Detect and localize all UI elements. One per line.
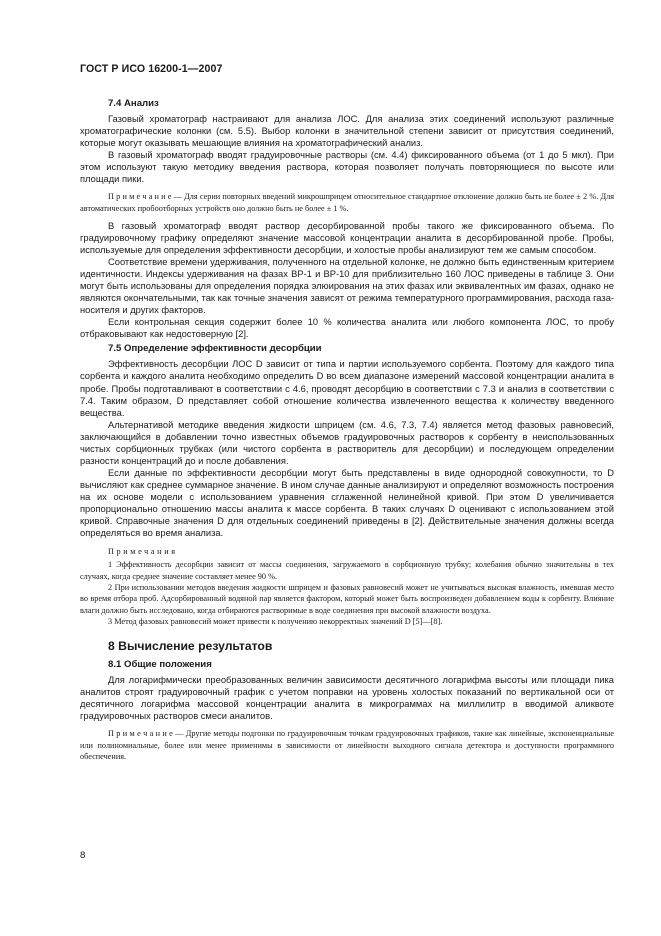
paragraph: Соответствие времени удерживания, полученного на отдельной колонке, не должно быть единственным критерием идентичности. Индексы удерживания на фазах BP-1 и BP-10 для приблизительно 160 ЛОС приведены в таблице 3. Они могут быть использованы для определения порядка элюирования на этих фазах или эквивалентных им фазах, однако не являются окончательными, так как точные значения зависят от режима температурного программирования, расхода газа-носителя и других факторов.	[80, 257, 614, 316]
section-7-4-heading: 7.4 Анализ	[108, 98, 159, 109]
paragraph: Если контрольная секция содержит более 10 % количества аналита или любого компонента ЛОС, то пробу отбраковывают как недостоверную [2].	[80, 317, 614, 340]
paragraph: В газовый хроматограф вводят раствор десорбированной пробы такого же фиксированного объема. По градуировочному графику определяют значение массовой концентрации аналита в десорбированной пробе. Пробы, используемые для определения эффективности десорбции, и холостые пробы анализируют тем же самым способом.	[80, 220, 614, 256]
note-item: 2 При использовании методов введения жидкости шприцем и фазовых равновесий может не учитываться высокая влажность, имевшая место во время отбора проб. Адсорбированный водяной пар является фактором, который может быть воспроизведен добавлением воды к сорбенту. Влияние влаги должно быть исследовано, когда отбираются растворимые в воде соединения при высокой влажности воздуха.	[80, 583, 614, 615]
notes-heading: Примечания	[108, 547, 178, 557]
note-label: П р и м е ч а н и е —	[108, 192, 182, 202]
section-7-5-heading: 7.5 Определение эффективности десорбции	[108, 343, 322, 355]
paragraph: Для логарифмически преобразованных величин зависимости десятичного логарифма высоты или площади пика аналитов строят градуировочный график с учетом поправки на уровень холостых показаний по вертикальной оси от десятичного логарифма массовой концентрации аналита в микрограммах на миллилитр в вводимой аликвоте градуировочных растворов смеси аналитов.	[80, 675, 614, 722]
note-item: 1 Эффективность десорбции зависит от массы соединения, загружаемого в сорбционную трубку; колебания обычно значительны в тех случаях, когда среднее значение составляет менее 90 %.	[80, 560, 614, 581]
paragraph: Эффективность десорбции ЛОС D зависит от типа и партии используемого сорбента. Поэтому для каждого типа сорбента и каждого аналита необходимо определить D во всем диапазоне измерений массовой концентрации аналита в пробе. Пробы подготавливают в соответствии с 4.6, проводят десорбцию в соответствии с 7.3 и анализ в соответствии с 7.4. Таким образом, D представляет собой отношение количества извлеченного вещества к количеству введенного вещества.	[80, 359, 614, 418]
note	[80, 728, 614, 762]
note-item: 3 Метод фазовых равновесий может привести к получению некорректных значений D [5]—[8].	[108, 616, 443, 626]
paragraph: Если данные по эффективности десорбции могут быть представлены в виде однородной совокупности, то D вычисляют как среднее суммарное значение. В ином случае данные анализируют и определяют возможность построения на их основе модели с использованием уравнения сглаженной нелинейной кривой. При этом D увеличивается пропорционально отношению массы аналита к массе сорбента. В таких случаях D оценивают с использованием этой кривой. Справочные значения D для отдельных соединений приведены в [2]. Действительные значения должны всегда определяться во время анализа.	[80, 467, 614, 539]
section-8-1-heading: 8.1 Общие положения	[108, 659, 212, 671]
paragraph: Газовый хроматограф настраивают для анализа ЛОС. Для анализа этих соединений используют различные хроматографические колонки (см. 5.5). Выбор колонки в значительной степени зависит от присутствия соединений, которые могут оказывать мешающие влияния на хроматографический анализ.	[80, 114, 614, 149]
note	[80, 191, 614, 214]
paragraph: В газовый хроматограф вводят градуировочные растворы (см. 4.4) фиксированного объема (от 1 до 5 мкл). При этом используют такую методику введения раствора, которая позволяет получать повторяющиеся по высоте или площади пики.	[80, 150, 614, 185]
running-header: ГОСТ Р ИСО 16200-1—2007	[80, 63, 223, 75]
note-text: Для серии повторных введений микрошприцем относительное стандартное отклонение должно быть не более ± 2 %. Для автоматических пробоотборных устройств оно должно быть не более ± 1 %.	[80, 192, 614, 213]
page-number: 8	[80, 850, 86, 861]
note-text: Другие методы подгонки по градуировочным точкам градуировочных графиков, такие как линейные, экспоненциальные или полиномиальные, более или менее применимы в зависимости от линейности выходного сигнала детектора и доступности программного обеспечения.	[80, 729, 614, 762]
section-8-heading: 8 Вычисление результатов	[108, 639, 273, 654]
note-label: П р и м е ч а н и е —	[108, 729, 184, 739]
page-body	[80, 98, 614, 768]
paragraph: Альтернативой методике введения жидкости шприцем (см. 4.6, 7.3, 7.4) является метод фазовых равновесий, заключающийся в добавлении точно известных объемов градуировочных растворов к сорбенту в неиспользованных чистых сорбционных трубках (или чистого сорбента в растворитель для десорбции) и последующем определении разности концентраций до и после добавления.	[80, 419, 614, 466]
